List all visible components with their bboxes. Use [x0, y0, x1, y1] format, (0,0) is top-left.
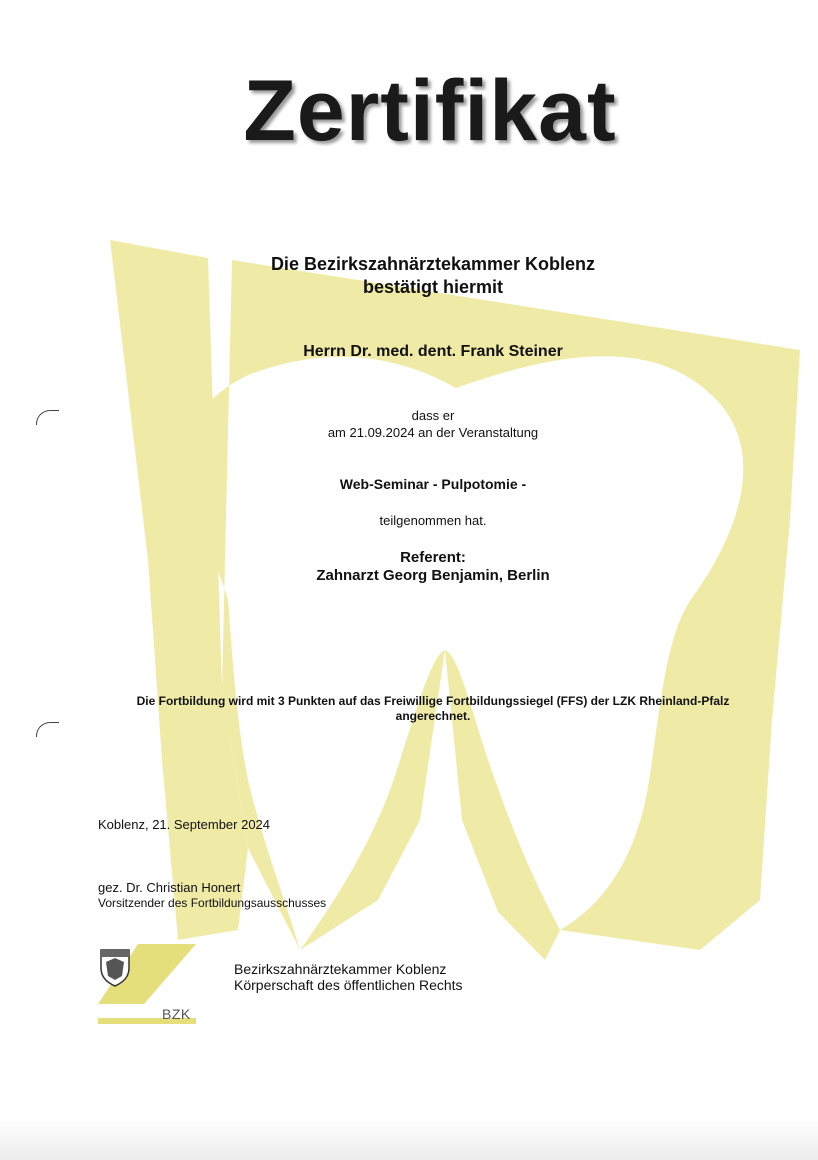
org-name: Bezirkszahnärztekammer Koblenz	[234, 961, 447, 977]
signer-role: Vorsitzender des Fortbildungsausschusses	[98, 896, 327, 910]
tooth-body	[185, 260, 800, 960]
org-type: Körperschaft des öffentlichen Rechts	[234, 977, 463, 993]
signature-name: gez. Dr. Christian Honert	[98, 880, 241, 895]
points-line-1: Die Fortbildung wird mit 3 Punkten auf das Freiwillige Fortbildungssiegel (FFS) der LZK Rheinland-Pfalz	[136, 694, 730, 708]
place-date: Koblenz, 21. September 2024	[98, 817, 271, 832]
issuer-line-2: bestätigt hiermit	[362, 277, 504, 297]
participated-text: teilgenommen hat.	[379, 513, 487, 528]
points-line-2: angerechnet.	[395, 709, 471, 723]
recipient-name: Herrn Dr. med. dent. Frank Steiner	[303, 343, 563, 360]
scan-shadow	[0, 1118, 818, 1160]
event-name: Web-Seminar - Pulpotomie -	[339, 476, 527, 492]
attendance-line-2: am 21.09.2024 an der Veranstaltung	[327, 425, 539, 440]
speaker-label: Referent:	[400, 549, 466, 566]
certificate-title: Zertifikat	[243, 63, 617, 159]
attendance-line-1: dass er	[411, 408, 455, 423]
speaker-name: Zahnarzt Georg Benjamin, Berlin	[316, 567, 550, 584]
issuer-line-1: Die Bezirkszahnärztekammer Koblenz	[270, 254, 596, 274]
bzk-logo-text: BZK	[162, 1006, 191, 1022]
